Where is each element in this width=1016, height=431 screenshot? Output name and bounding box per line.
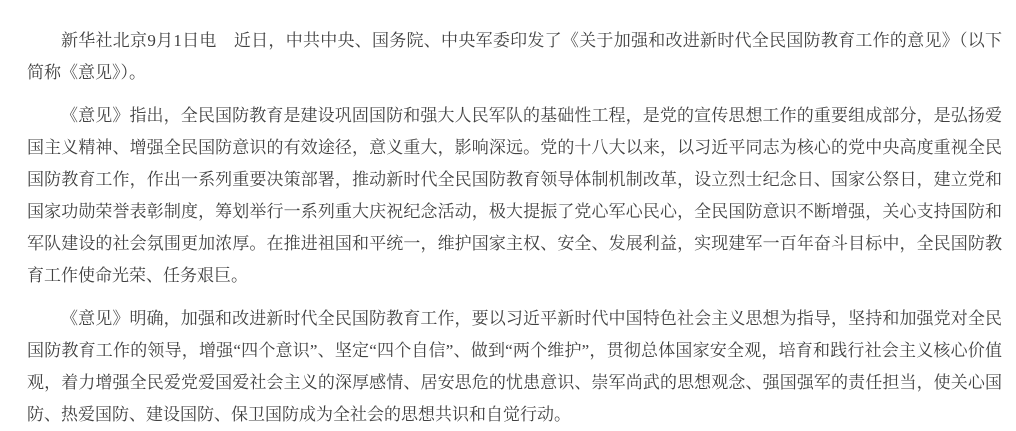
paragraph-opinion-guidance: 《意见》明确，加强和改进新时代全民国防教育工作，要以习近平新时代中国特色社会主义思想为指导，坚持和加强党对全民国防教育工作的领导，增强“四个意识”、坚定“四个自信”、做到“两个维护”，贯彻总体国家安全观，培育和践行社会主义核心价值观，着力增强全民爱党爱国爱社会主义的深厚感情、居安思危的忧患意识、崇军尚武的思想观念、强国强军的责任担当，使关心国防、热爱国防、建设国防、保卫国防成为全社会的思想共识和自觉行动。: [27, 309, 1002, 424]
paragraph-opinion-significance: 《意见》指出，全民国防教育是建设巩固国防和强大人民军队的基础性工程，是党的宣传思想工作的重要组成部分，是弘扬爱国主义精神、增强全民国防意识的有效途径，意义重大，影响深远。党的十八大以来，以习近平同志为核心的党中央高度重视全民国防教育工作，作出一系列重要决策部署，推动新时代全民国防教育领导体制机制改革，设立烈士纪念日、国家公祭日，建立党和国家功勋荣誉表彰制度，筹划举行一系列重大庆祝纪念活动，极大提振了党心军心民心，全民国防意识不断增强，关心支持国防和军队建设的社会氛围更加浓厚。在推进祖国和平统一，维护国家主权、安全、发展利益，实现建军一百年奋斗目标中，全民国防教育工作使命光荣、任务艰巨。: [27, 106, 1002, 285]
paragraph-dateline: 新华社北京9月1日电 近日，中共中央、国务院、中央军委印发了《关于加强和改进新时代全民国防教育工作的意见》（以下简称《意见》）。: [27, 31, 1002, 82]
